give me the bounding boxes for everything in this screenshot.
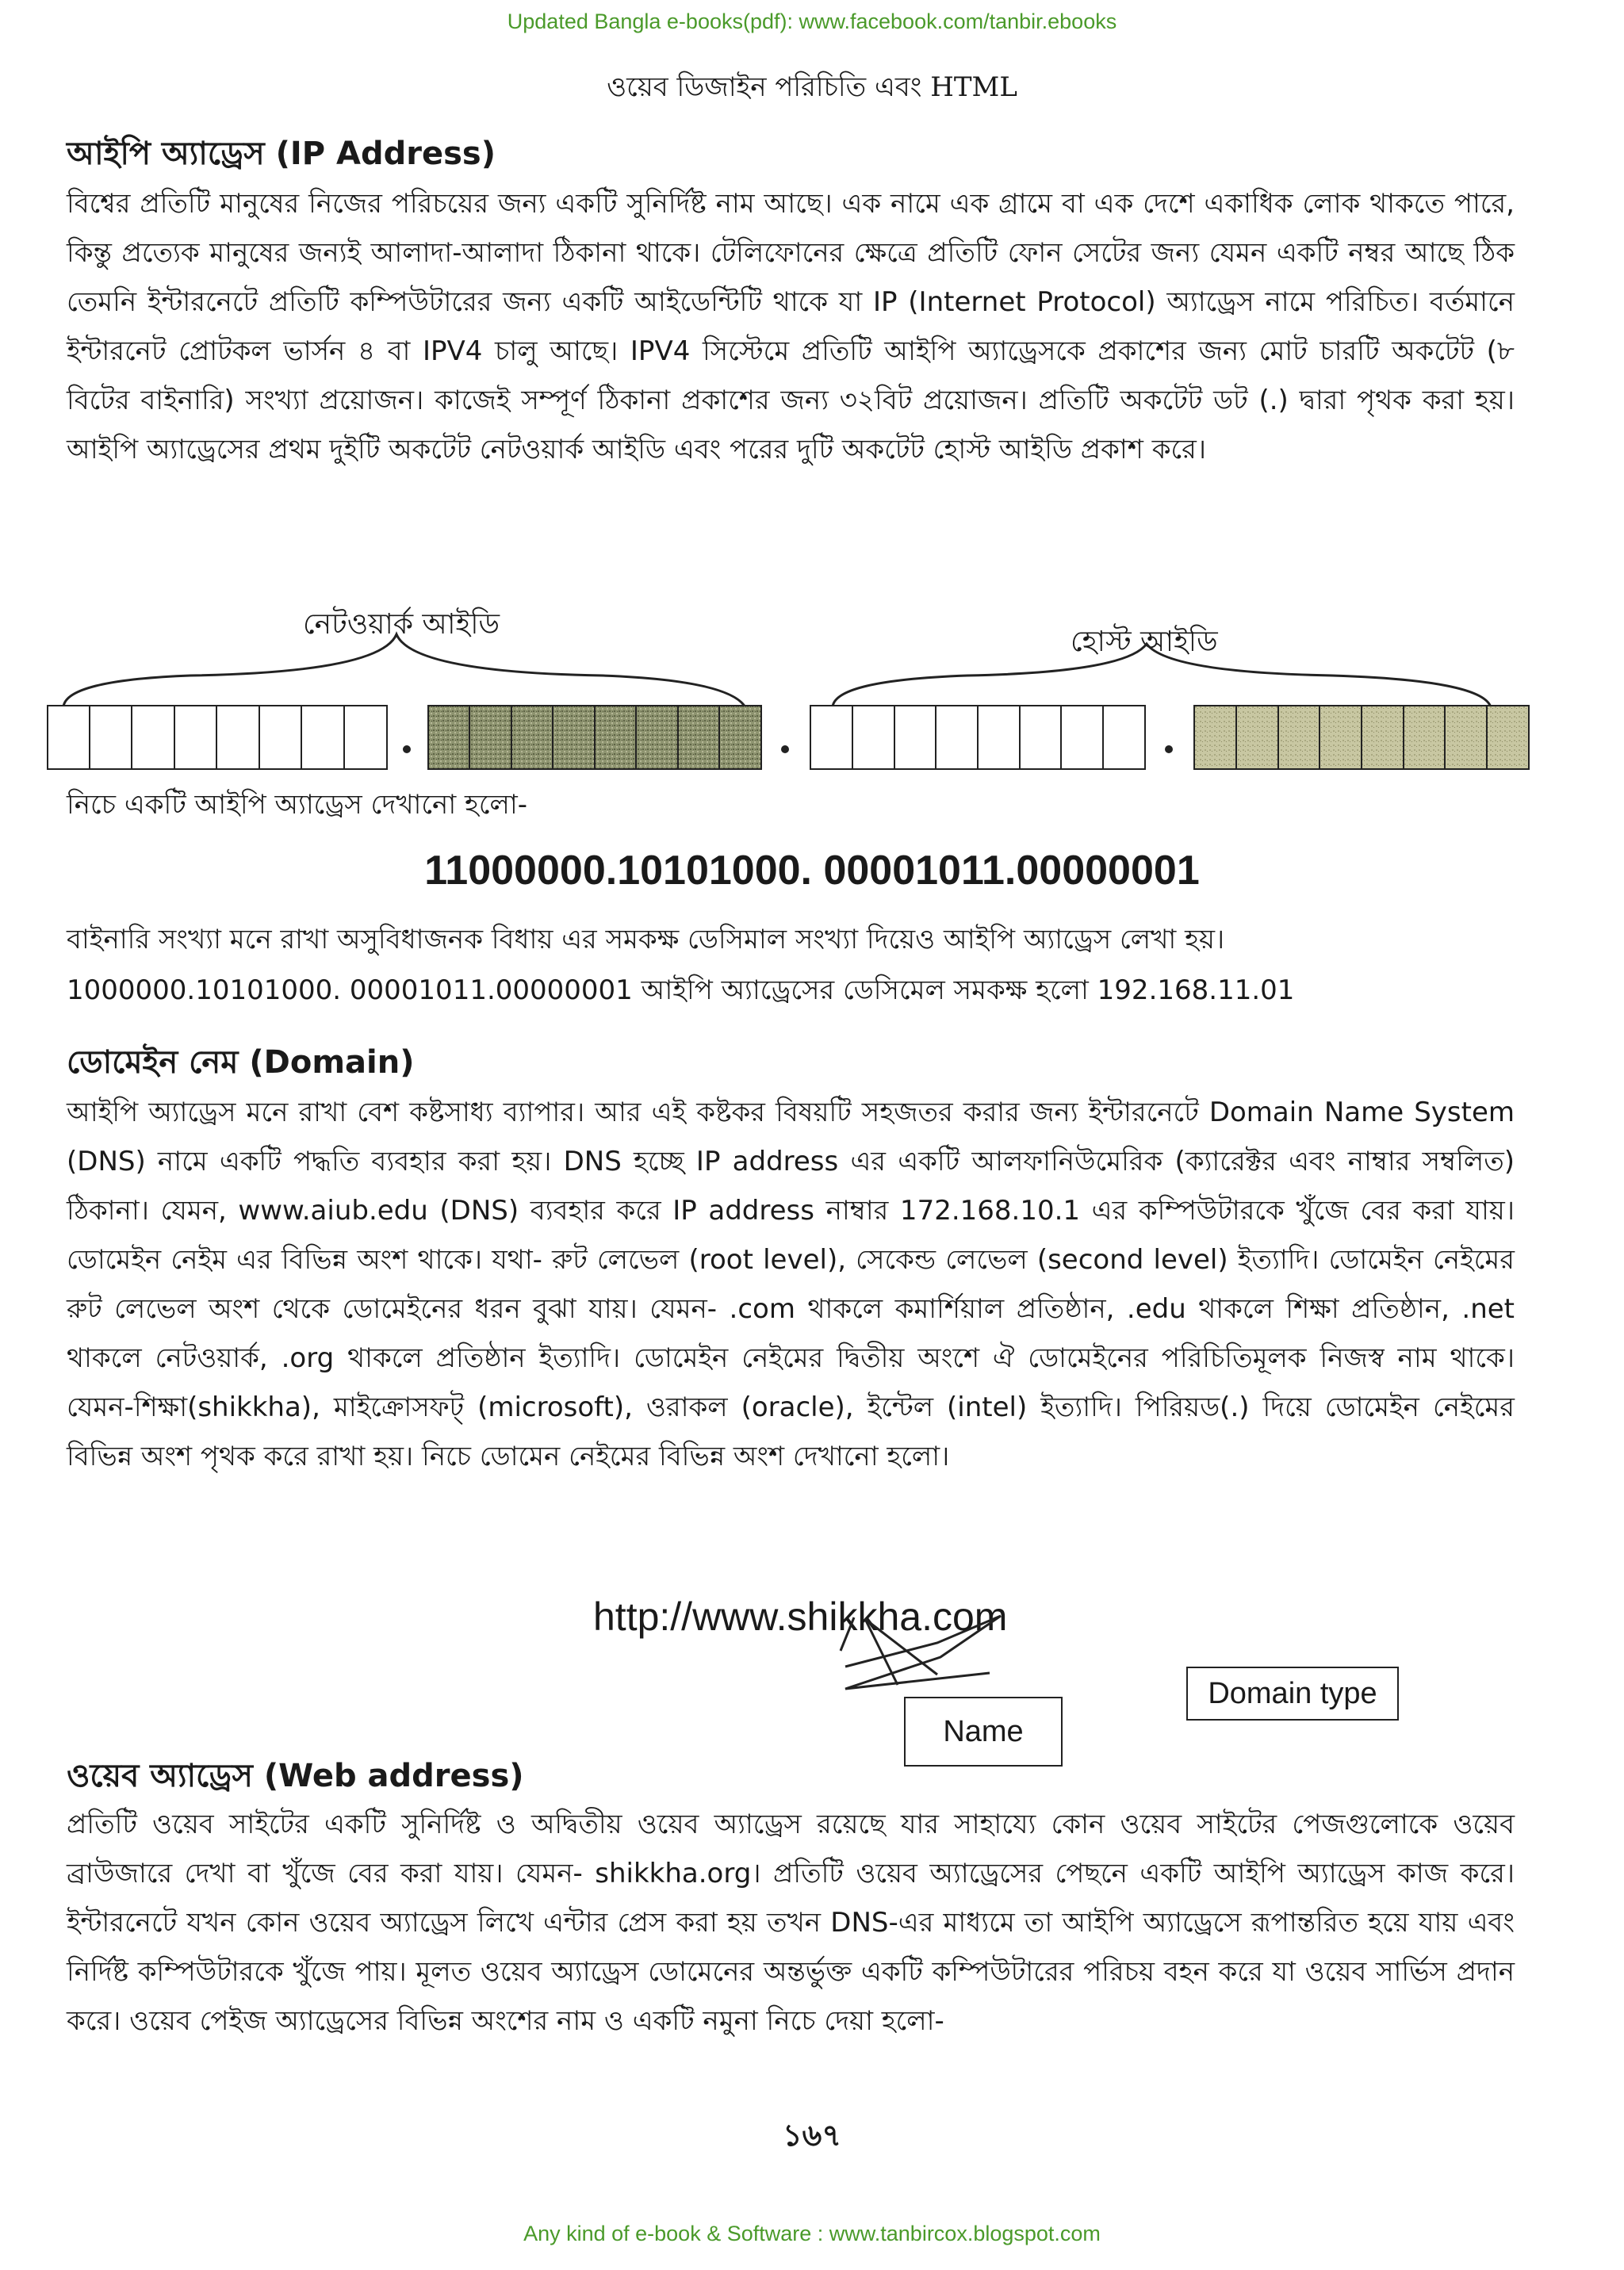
ip-diagram	[0, 587, 1624, 785]
network-id-label: নেটওয়ার্ক আইডি	[303, 608, 500, 641]
octet-2	[428, 706, 761, 769]
decimal-line-2: 1000000.10101000. 00001011.00000001 আইপি অ্যাড্রেসের ডেসিমেল সমকক্ষ হলো 192.168.11.01	[67, 974, 1295, 1006]
network-id-brace	[63, 634, 745, 707]
octet-dot	[403, 745, 411, 753]
web-heading: ওয়েব অ্যাড্রেস (Web address)	[67, 1758, 524, 1794]
web-paragraph-text: প্রতিটি ওয়েব সাইটের একটি সুনির্দিষ্ট ও অদ্বিতীয় ওয়েব অ্যাড্রেস রয়েছে যার সাহায্যে কোন ওয়েব সাইটের পেজগুলোকে ওয়েব ব্রাউজারে দেখা বা খুঁজে বের করা যায়। যেমন- shikkha.org। প্রতিটি ওয়েব অ্যাড্রেসের পেছনে একটি আইপি অ্যাড্রেস কাজ করে। ইন্টারনেটে যখন কোন ওয়েব অ্যাড্রেস লিখে এন্টার প্রেস করা হয় তখন DNS-এর মাধ্যমে তা আইপি অ্যাড্রেসে রূপান্তরিত হয়ে যায় এবং নির্দিষ্ট কম্পিউটারকে খুঁজে পায়। মূলত ওয়েব অ্যাড্রেস ডোমেনের অন্তর্ভুক্ত একটি কম্পিউটারের পরিচয় বহন করে যা ওয়েব সার্ভিস প্রদান করে। ওয়েব পেইজ অ্যাড্রেসের বিভিন্ন অংশের নাম ও একটি নমুনা নিচে দেয়া হলো-	[67, 1809, 1515, 2037]
octet-4	[1194, 706, 1529, 769]
octet-dot	[1165, 745, 1173, 753]
host-id-brace	[833, 644, 1491, 707]
ip-paragraph	[67, 179, 1515, 474]
octet-1	[48, 706, 387, 769]
decimal-line-1: বাইনারি সংখ্যা মনে রাখা অসুবিধাজনক বিধায় এর সমকক্ষ ডেসিমাল সংখ্যা দিয়েও আইপি অ্যাড্রেস লেখা হয়।	[67, 924, 1225, 955]
domain-type-box: Domain type	[1186, 1667, 1399, 1721]
below-diagram-text: নিচে একটি আইপি অ্যাড্রেস দেখানো হলো-	[67, 789, 527, 821]
page-number: ১৬৭	[782, 2118, 842, 2153]
name-box: Name	[904, 1697, 1063, 1767]
domain-heading: ডোমেইন নেম (Domain)	[67, 1044, 415, 1081]
ip-diagram-graphics	[0, 587, 1624, 785]
domain-paragraph	[67, 1088, 1515, 1481]
top-banner: Updated Bangla e-books(pdf): www.facebook.com/tanbir.ebooks	[507, 10, 1117, 33]
octet-dot	[781, 745, 789, 753]
octet-3	[810, 706, 1145, 769]
web-paragraph	[67, 1800, 1515, 2046]
domain-url: http://www.shikkha.com	[593, 1594, 1008, 1639]
ip-heading: আইপি অ্যাড্রেস (IP Address)	[67, 136, 496, 172]
domain-paragraph-text: আইপি অ্যাড্রেস মনে রাখা বেশ কষ্টসাধ্য ব্যাপার। আর এই কষ্টকর বিষয়টি সহজতর করার জন্য ইন্টারনেটে Domain Name System (DNS) নামে একটি পদ্ধতি ব্যবহার করা হয়। DNS হচ্ছে IP address এর একটি আলফানিউমেরিক (ক্যারেক্টর এবং নাম্বার সম্বলিত) ঠিকানা। যেমন, www.aiub.edu (DNS) ব্যবহার করে IP address নাম্বার 172.168.10.1 এর কম্পিউটারকে খুঁজে বের করা যায়। ডোমেইন নেইম এর বিভিন্ন অংশ থাকে। যথা- রুট লেভেল (root level), সেকেন্ড লেভেল (second level) ইত্যাদি। ডোমেইন নেইমের রুট লেভেল অংশ থেকে ডোমেইনের ধরন বুঝা যায়। যেমন- .com থাকলে কমার্শিয়াল প্রতিষ্ঠান, .edu থাকলে শিক্ষা প্রতিষ্ঠান, .net থাকলে নেটওয়ার্ক, .org থাকলে প্রতিষ্ঠান ইত্যাদি। ডোমেইন নেইমের দ্বিতীয় অংশে ঐ ডোমেইনের পরিচিতিমূলক নিজস্ব নাম থাকে। যেমন-শিক্ষা(shikkha), মাইক্রোসফট্ (microsoft), ওরাকল (oracle), ইন্টেল (intel) ইত্যাদি। পিরিয়ড(.) দিয়ে ডোমেইন নেইমের বিভিন্ন অংশ পৃথক করে রাখা হয়। নিচে ডোমেন নেইমের বিভিন্ন অংশ দেখানো হলো।	[67, 1097, 1515, 1472]
running-title: ওয়েব ডিজাইন পরিচিতি এবং HTML	[607, 71, 1017, 103]
bottom-banner: Any kind of e-book & Software : www.tanbircox.blogspot.com	[523, 2222, 1101, 2245]
host-id-label: হোস্ট আইডি	[1071, 626, 1218, 658]
binary-address: 11000000.10101000. 00001011.00000001	[424, 848, 1200, 894]
ip-paragraph-text: বিশ্বের প্রতিটি মানুষের নিজের পরিচয়ের জন্য একটি সুনির্দিষ্ট নাম আছে। এক নামে এক গ্রামে বা এক দেশে একাধিক লোক থাকতে পারে, কিন্তু প্রত্যেক মানুষের জন্যই আলাদা-আলাদা ঠিকানা থাকে। টেলিফোনের ক্ষেত্রে প্রতিটি ফোন সেটের জন্য যেমন একটি নম্বর আছে ঠিক তেমনি ইন্টারনেটে প্রতিটি কম্পিউটারের জন্য একটি আইডেন্টিটি থাকে যা IP (Internet Protocol) অ্যাড্রেস নামে পরিচিত। বর্তমানে ইন্টারনেট প্রোটকল ভার্সন ৪ বা IPV4 চালু আছে। IPV4 সিস্টেমে প্রতিটি আইপি অ্যাড্রেসকে প্রকাশের জন্য মোট চারটি অকটেট (৮ বিটের বাইনারি) সংখ্যা প্রয়োজন। কাজেই সম্পূর্ণ ঠিকানা প্রকাশের জন্য ৩২বিট প্রয়োজন। প্রতিটি অকটেট ডট (.) দ্বারা পৃথক করা হয়। আইপি অ্যাড্রেসের প্রথম দুইটি অকটেট নেটওয়ার্ক আইডি এবং পরের দুটি অকটেট হোস্ট আইডি প্রকাশ করে।	[67, 188, 1515, 465]
